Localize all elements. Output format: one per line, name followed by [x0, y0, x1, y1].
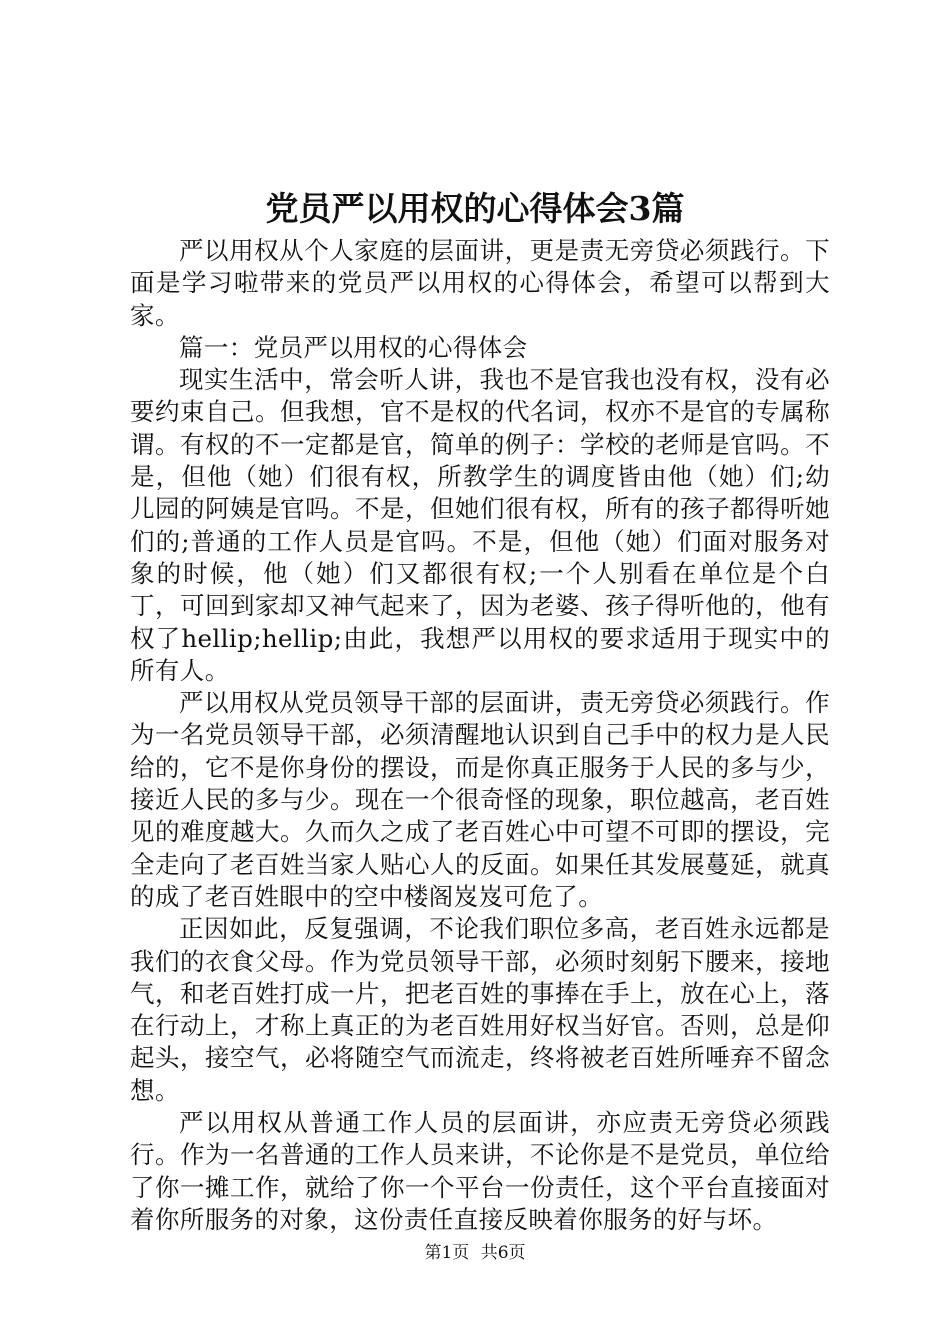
paragraph-body: 现实生活中，常会听人讲，我也不是官我也没有权，没有必要约束自己。但我想，官不是权的代名词，权亦不是官的专属称谓。有权的不一定都是官，简单的例子：学校的老师是官吗。不是，但他（她）们很有权，所教学生的调度皆由他（她）们;幼儿园的阿姨是官吗。不是，但她们很有权，所有的孩子都得听她们的;普通的工作人员是官吗。不是，但他（她）们面对服务对象的时候，他（她）们又都很有权;一个人别看在单位是个白丁，可回到家却又神气起来了，因为老婆、孩子得听他的，他有权了hellip;hellip;由此，我想严以用权的要求适用于现实中的所有人。 — [130, 365, 830, 685]
page-footer — [0, 1241, 950, 1265]
paragraph-body: 正因如此，反复强调，不论我们职位多高，老百姓永远都是我们的衣食父母。作为党员领导干部，必须时刻躬下腰来，接地气，和老百姓打成一片，把老百姓的事捧在手上，放在心上，落在行动上，才称上真正的为老百姓用好权当好官。否则，总是仰起头，接空气，必将随空气而流走，终将被老百姓所唾弃不留念想。 — [130, 914, 830, 1105]
document-title: 党员严以用权的心得体会3篇 — [265, 189, 685, 228]
document-body — [130, 235, 830, 1236]
paragraph-body: 严以用权从党员领导干部的层面讲，责无旁贷必须践行。作为一名党员领导干部，必须清醒地认识到自己手中的权力是人民给的，它不是你身份的摆设，而是你真正服务于人民的多与少，接近人民的多与少。现在一个很奇怪的现象，职位越高，老百姓见的难度越大。久而久之成了老百姓心中可望不可即的摆设，完全走向了老百姓当家人贴心人的反面。如果任其发展蔓延，就真的成了老百姓眼中的空中楼阁岌岌可危了。 — [130, 688, 830, 911]
paragraph-body: 严以用权从普通工作人员的层面讲，亦应责无旁贷必须践行。作为一名普通的工作人员来讲，不论你是不是党员，单位给了你一摊工作，就给了你一个平台一份责任，这个平台直接面对着你所服务的对象，这份责任直接反映着你服务的好与坏。 — [130, 1108, 830, 1234]
paragraph-intro: 严以用权从个人家庭的层面讲，更是责无旁贷必须践行。下面是学习啦带来的党员严以用权的心得体会，希望可以帮到大家。 — [130, 236, 830, 330]
page-total: 共6页 — [480, 1243, 526, 1263]
page-number: 第1页 — [424, 1243, 470, 1263]
section-heading: 篇一：党员严以用权的心得体会 — [179, 332, 528, 362]
